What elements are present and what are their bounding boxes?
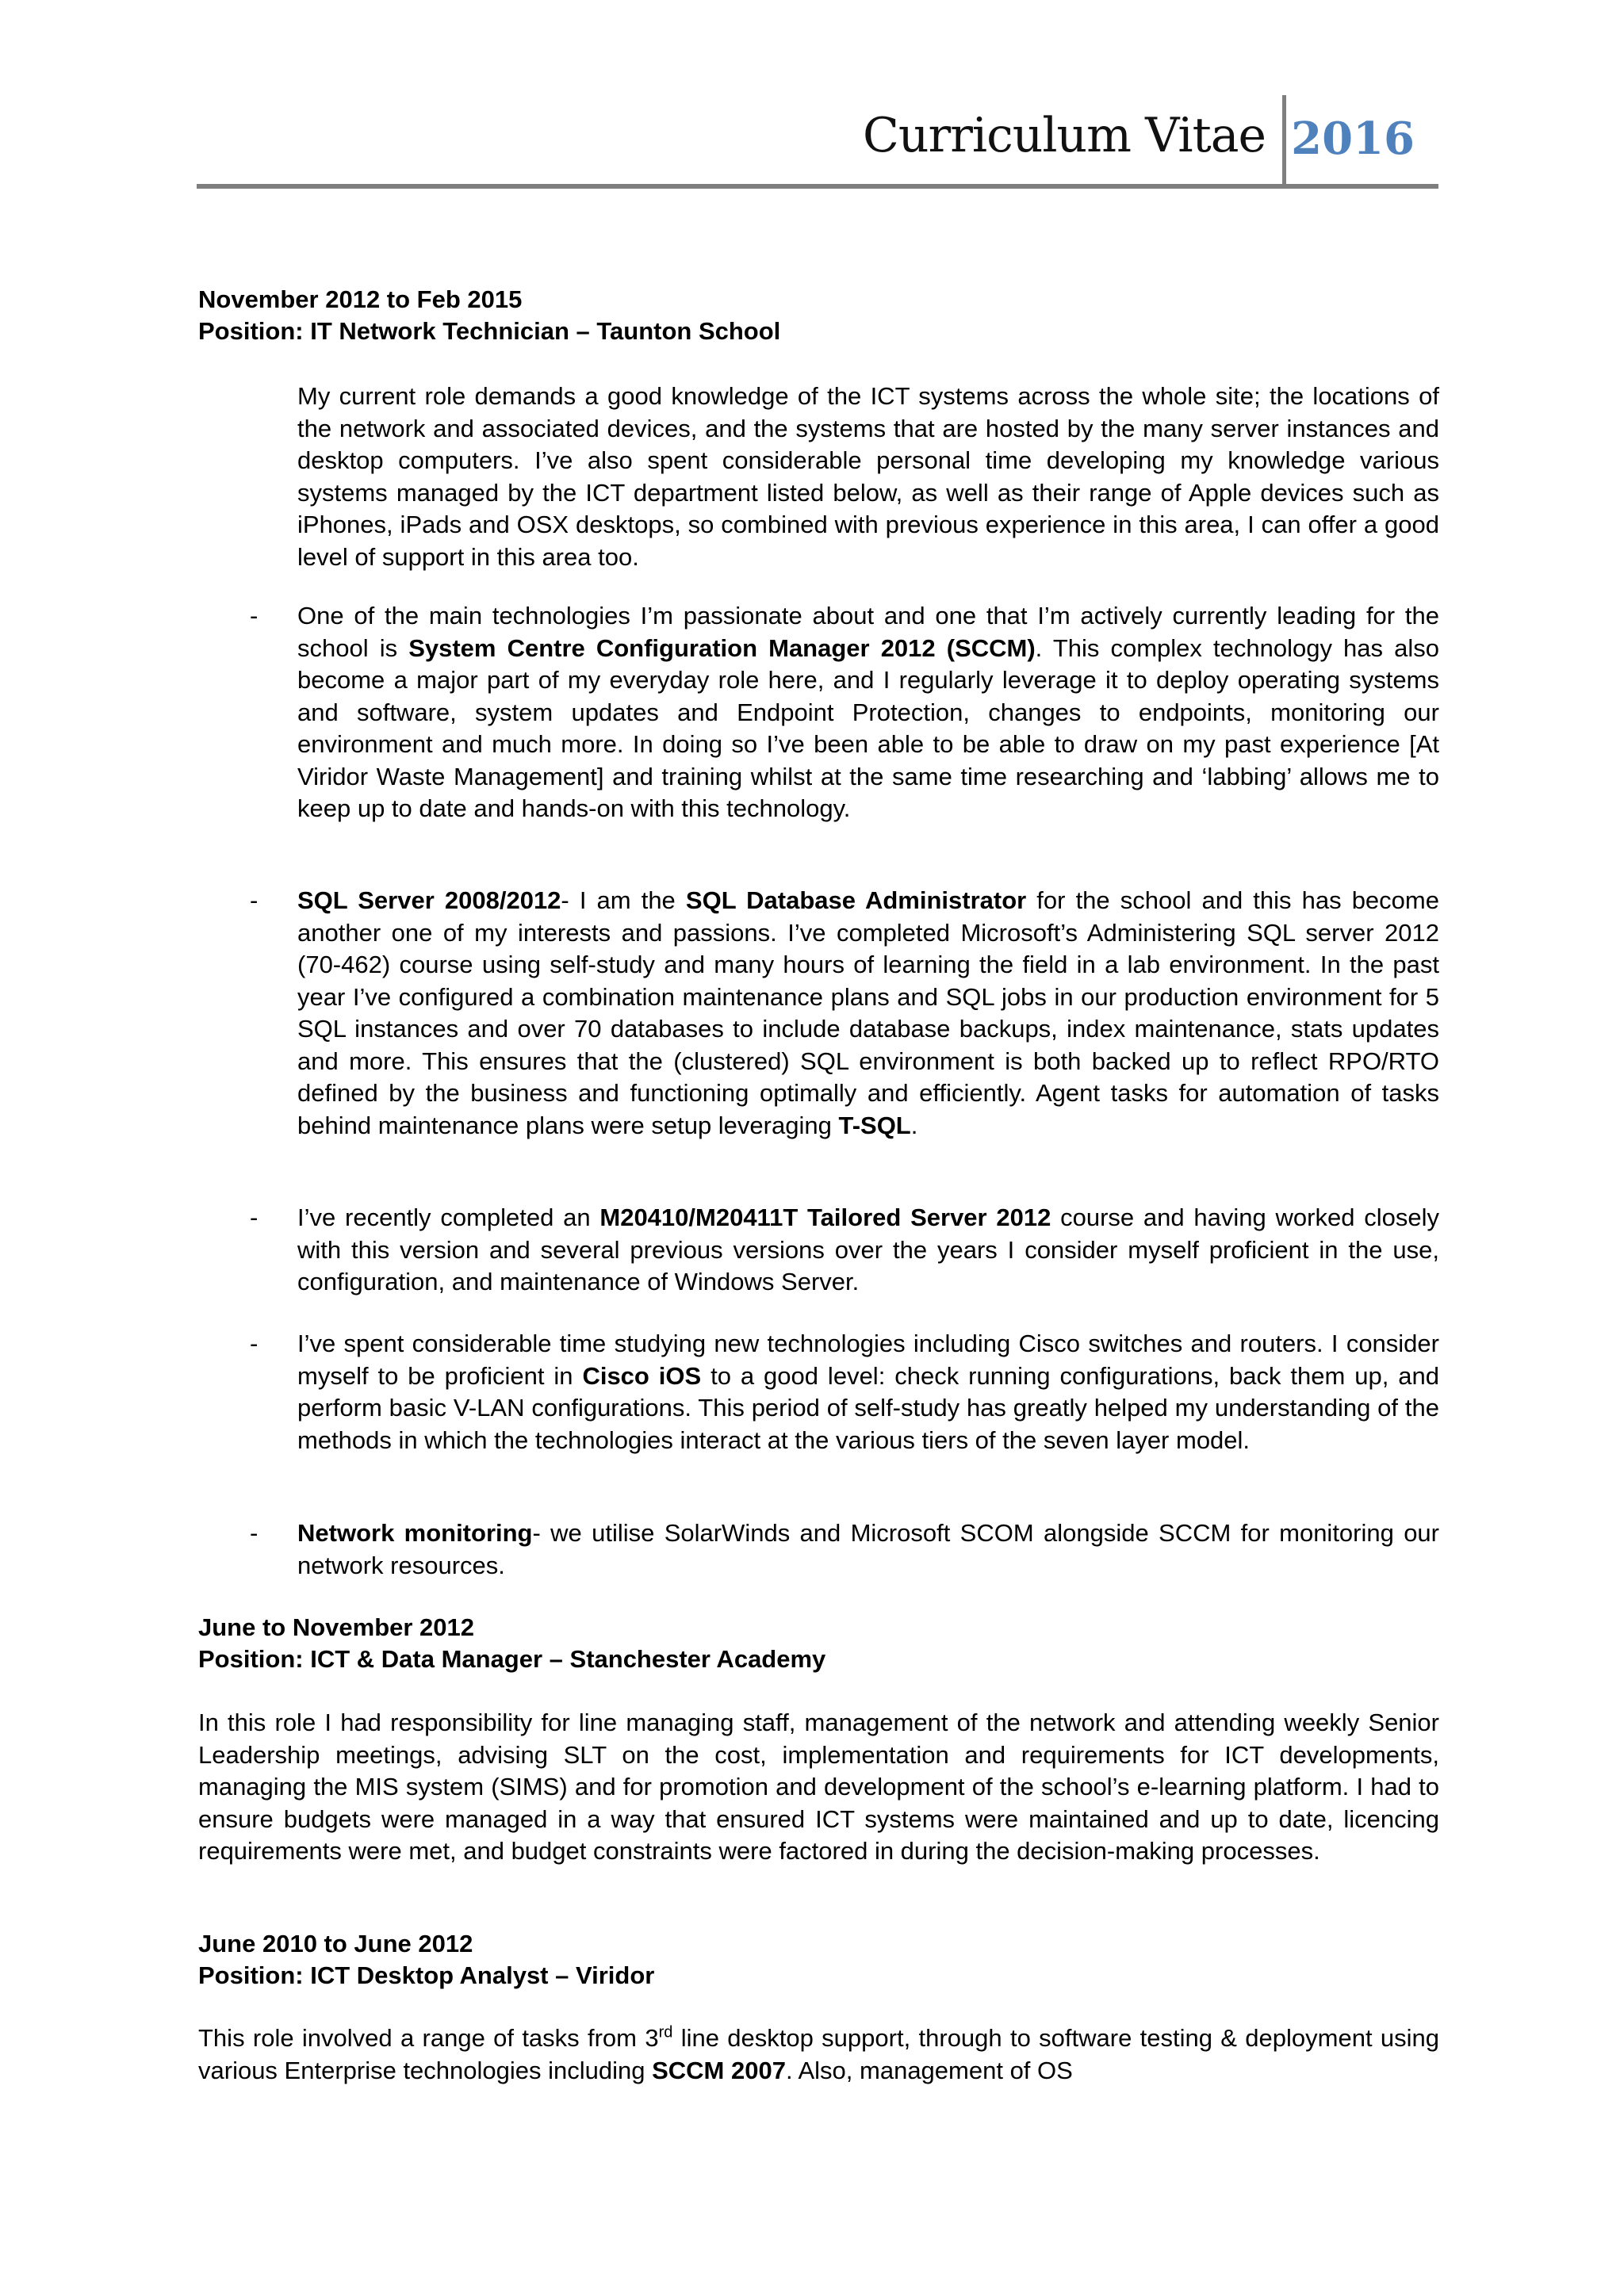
section-1-dates: November 2012 to Feb 2015 xyxy=(198,285,523,313)
section-2-dates: June to November 2012 xyxy=(198,1613,475,1641)
bullet-dash: - xyxy=(250,602,259,629)
section-3-position: Position: ICT Desktop Analyst – Viridor xyxy=(198,1961,655,1989)
section-1-intro: My current role demands a good knowledge of the ICT systems across the whole site; the locations of the network and associated devices, and the systems that are hosted by the many server instances and desktop computers. I’ve also spent considerable personal time developing my knowledge various systems managed by the ICT department listed below, as well as their range of Apple devices such as iPhones, iPads and OSX desktops, so combined with previous experience in this area, I can offer a good level of support in this area too. xyxy=(297,382,1439,571)
header-divider xyxy=(1282,95,1286,184)
section-3-body: This role involved a range of tasks from 3rd line desktop support, through to software testing & deployment using various Enterprise technologies including SCCM 2007. Also, management of OS xyxy=(198,2023,1440,2084)
section-2-position: Position: ICT & Data Manager – Stanchester Academy xyxy=(198,1645,826,1673)
bullet-dash: - xyxy=(250,886,259,914)
page-header xyxy=(197,95,1438,189)
bullet-dash: - xyxy=(250,1330,259,1357)
section-1-position: Position: IT Network Technician – Taunton School xyxy=(198,317,781,345)
bullet-network-monitoring: Network monitoring- we utilise SolarWinds and Microsoft SCOM alongside SCCM for monitoring our network resources. xyxy=(297,1519,1439,1579)
header-rule xyxy=(197,184,1438,189)
bullet-dash: - xyxy=(250,1203,259,1231)
bullet-sql-server: SQL Server 2008/2012- I am the SQL Database Administrator for the school and this has become another one of my interests and passions. I’ve completed Microsoft’s Administering SQL server 2012 (70-462) course using self-study and many hours of learning the field in a lab environment. In the past year I’ve configured a combination maintenance plans and SQL jobs in our production environment for 5 SQL instances and over 70 databases to include database backups, index maintenance, stats updates and more. This ensures that the (clustered) SQL environment is both backed up to reflect RPO/RTO defined by the business and functioning optimally and efficiently. Agent tasks for automation of tasks behind maintenance plans were setup leveraging T-SQL. xyxy=(297,886,1439,1139)
bullet-sccm: One of the main technologies I’m passionate about and one that I’m actively currently leading for the school is System Centre Configuration Manager 2012 (SCCM). This complex technology has also become a major part of my everyday role here, and I regularly leverage it to deploy operating systems and software, system updates and Endpoint Protection, changes to endpoints, monitoring our environment and much more. In doing so I’ve been able to be able to draw on my past experience [At Viridor Waste Management] and training whilst at the same time researching and ‘labbing’ allows me to keep up to date and hands-on with this technology. xyxy=(297,602,1439,822)
bullet-cisco: I’ve spent considerable time studying new technologies including Cisco switches and routers. I consider myself to be proficient in Cisco iOS to a good level: check running configurations, back them up, and perform basic V-LAN configurations. This period of self-study has greatly helped my understanding of the methods in which the technologies interact at the various tiers of the seven layer model. xyxy=(297,1330,1439,1454)
bullet-dash: - xyxy=(250,1519,259,1547)
header-year: 2016 xyxy=(1291,113,1415,165)
section-3-dates: June 2010 to June 2012 xyxy=(198,1930,473,1957)
section-2-body: In this role I had responsibility for line managing staff, management of the network and attending weekly Senior Leadership meetings, advising SLT on the cost, implementation and requirements for ICT developments, managing the MIS system (SIMS) and for promotion and development of the school’s e-learning platform. I had to ensure budgets were managed in a way that ensured ICT systems were maintained and up to date, licencing requirements were met, and budget constraints were factored in during the decision-making processes. xyxy=(198,1709,1439,1865)
header-title: Curriculum Vitae xyxy=(862,108,1266,163)
bullet-server-2012: I’ve recently completed an M20410/M20411T Tailored Server 2012 course and having worked closely with this version and several previous versions over the years I consider myself proficient in the use, configuration, and maintenance of Windows Server. xyxy=(297,1203,1439,1295)
